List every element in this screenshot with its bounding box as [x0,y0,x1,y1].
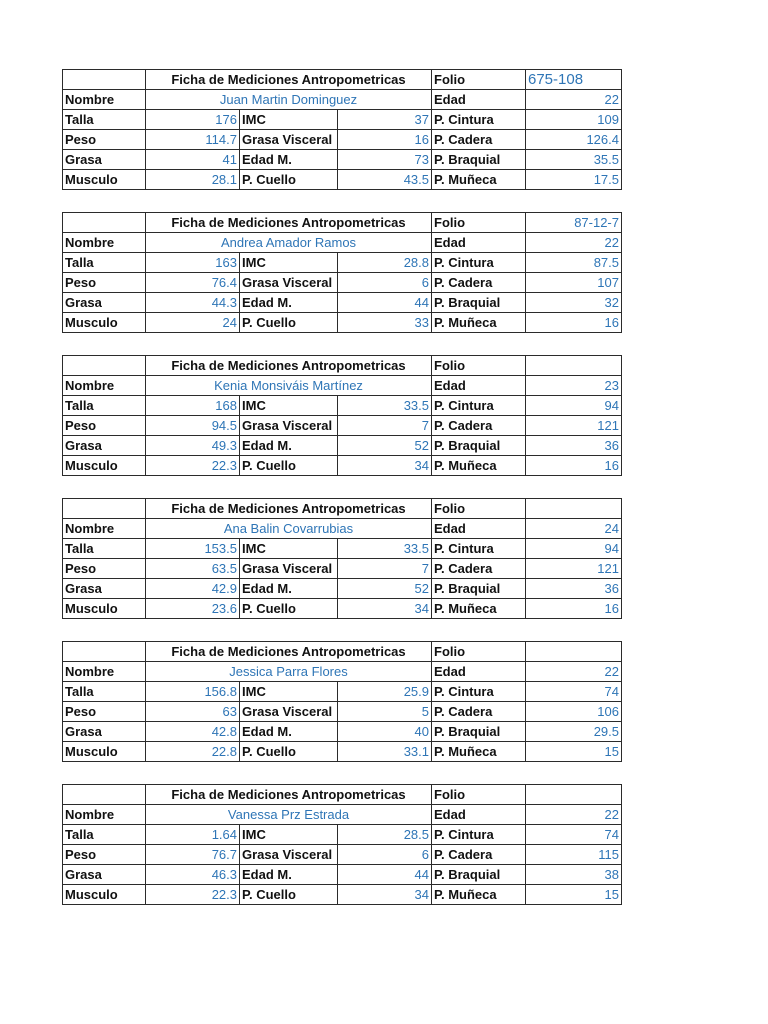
measure-label[interactable]: Peso [63,559,146,579]
measure-value[interactable]: 42.9 [146,579,240,599]
measure-label[interactable]: P. Cadera [432,416,526,436]
measure-label[interactable]: Musculo [63,313,146,333]
measure-value[interactable]: 74 [526,682,622,702]
measurement-row [63,293,622,313]
measure-label[interactable]: P. Braquial [432,150,526,170]
measure-value[interactable]: 25.9 [338,682,432,702]
measurement-row [63,599,622,619]
nombre-label[interactable]: Nombre [63,805,146,825]
measurement-row [63,845,622,865]
nombre-value[interactable]: Kenia Monsiváis Martínez [146,376,432,396]
measure-value[interactable]: 52 [338,579,432,599]
measure-value[interactable]: 34 [338,599,432,619]
measure-label[interactable]: P. Cuello [240,456,338,476]
measure-label[interactable]: P. Cintura [432,396,526,416]
folio-value[interactable] [526,356,622,376]
ficha-table [62,498,622,619]
measure-value[interactable]: 41 [146,150,240,170]
measure-label[interactable]: IMC [240,539,338,559]
measurement-row [63,456,622,476]
measure-label[interactable]: P. Muñeca [432,742,526,762]
ficha-header-row [63,642,622,662]
nombre-row [63,90,622,110]
measurement-row [63,825,622,845]
measure-value[interactable]: 5 [338,702,432,722]
nombre-row [63,805,622,825]
nombre-label[interactable]: Nombre [63,233,146,253]
measure-value[interactable]: 16 [526,599,622,619]
measure-label[interactable]: Grasa [63,722,146,742]
edad-value[interactable]: 23 [526,376,622,396]
measure-value[interactable]: 156.8 [146,682,240,702]
measure-value[interactable]: 46.3 [146,865,240,885]
measurement-row [63,150,622,170]
sheet [62,69,621,927]
folio-label[interactable]: Folio [432,213,526,233]
measure-value[interactable]: 63 [146,702,240,722]
measure-label[interactable]: Talla [63,539,146,559]
measure-value[interactable]: 44 [338,865,432,885]
measurement-row [63,702,622,722]
folio-label[interactable]: Folio [432,70,526,90]
measure-label[interactable]: Musculo [63,599,146,619]
ficha-header-row [63,499,622,519]
measure-label[interactable]: Peso [63,702,146,722]
measure-value[interactable]: 22.8 [146,742,240,762]
measure-value[interactable]: 76.4 [146,273,240,293]
edad-label[interactable]: Edad [432,376,526,396]
measure-value[interactable]: 23.6 [146,599,240,619]
measure-label[interactable]: Talla [63,110,146,130]
measure-label[interactable]: Grasa [63,436,146,456]
measure-value[interactable]: 6 [338,273,432,293]
measure-label[interactable]: P. Cuello [240,885,338,905]
edad-label[interactable]: Edad [432,662,526,682]
ficha-title[interactable]: Ficha de Mediciones Antropometricas [146,356,432,376]
nombre-label[interactable]: Nombre [63,662,146,682]
measure-label[interactable]: Peso [63,845,146,865]
measure-value[interactable]: 28.8 [338,253,432,273]
measure-label[interactable]: Edad M. [240,722,338,742]
measure-label[interactable]: P. Cuello [240,170,338,190]
folio-value[interactable]: 675-108 [526,70,622,90]
ficha-table [62,784,622,905]
folio-value[interactable] [526,642,622,662]
measure-value[interactable]: 40 [338,722,432,742]
measure-label[interactable]: Grasa Visceral [240,702,338,722]
measurement-row [63,170,622,190]
nombre-row [63,519,622,539]
measure-label[interactable]: P. Cuello [240,599,338,619]
measure-value[interactable]: 44 [338,293,432,313]
measure-label[interactable]: P. Muñeca [432,599,526,619]
measure-label[interactable]: IMC [240,825,338,845]
measurement-row [63,396,622,416]
measure-label[interactable]: P. Cadera [432,130,526,150]
measure-value[interactable]: 106 [526,702,622,722]
measure-label[interactable]: Grasa [63,865,146,885]
measure-label[interactable]: P. Braquial [432,865,526,885]
edad-value[interactable]: 22 [526,805,622,825]
nombre-value[interactable]: Andrea Amador Ramos [146,233,432,253]
measure-label[interactable]: Grasa [63,579,146,599]
folio-label[interactable]: Folio [432,356,526,376]
measure-label[interactable]: P. Muñeca [432,170,526,190]
nombre-row [63,233,622,253]
measure-label[interactable]: Grasa Visceral [240,273,338,293]
measure-value[interactable]: 115 [526,845,622,865]
edad-label[interactable]: Edad [432,805,526,825]
measure-label[interactable]: P. Cuello [240,313,338,333]
measurement-row [63,885,622,905]
measurement-row [63,313,622,333]
measure-label[interactable]: Edad M. [240,579,338,599]
measure-value[interactable]: 126.4 [526,130,622,150]
measurement-row [63,416,622,436]
measure-value[interactable]: 1.64 [146,825,240,845]
measure-value[interactable]: 33 [338,313,432,333]
folio-label[interactable]: Folio [432,499,526,519]
measure-label[interactable]: Edad M. [240,436,338,456]
folio-label[interactable]: Folio [432,785,526,805]
measure-value[interactable]: 7 [338,559,432,579]
measure-value[interactable]: 121 [526,416,622,436]
measure-label[interactable]: IMC [240,682,338,702]
edad-label[interactable]: Edad [432,90,526,110]
measure-value[interactable]: 16 [338,130,432,150]
measure-label[interactable]: IMC [240,396,338,416]
measure-value[interactable]: 33.5 [338,539,432,559]
ficha-title[interactable]: Ficha de Mediciones Antropometricas [146,499,432,519]
measure-value[interactable]: 7 [338,416,432,436]
nombre-value[interactable]: Jessica Parra Flores [146,662,432,682]
measure-value[interactable]: 33.1 [338,742,432,762]
measure-value[interactable]: 28.5 [338,825,432,845]
edad-value[interactable]: 22 [526,90,622,110]
measurement-row [63,742,622,762]
measure-value[interactable]: 74 [526,825,622,845]
folio-value[interactable]: 87-12-7 [526,213,622,233]
measure-label[interactable]: Grasa [63,150,146,170]
header-empty-cell[interactable] [63,213,146,233]
measure-value[interactable]: 87.5 [526,253,622,273]
ficha-header-row [63,785,622,805]
measure-label[interactable]: P. Cadera [432,273,526,293]
ficha-table [62,69,622,190]
ficha-header-row [63,213,622,233]
measure-value[interactable]: 24 [146,313,240,333]
measurement-row [63,865,622,885]
measure-value[interactable]: 43.5 [338,170,432,190]
measurement-row [63,682,622,702]
measure-label[interactable]: P. Cintura [432,110,526,130]
nombre-row [63,376,622,396]
measure-value[interactable]: 107 [526,273,622,293]
nombre-label[interactable]: Nombre [63,519,146,539]
measure-value[interactable]: 73 [338,150,432,170]
measure-label[interactable]: IMC [240,253,338,273]
measure-label[interactable]: P. Braquial [432,722,526,742]
measure-value[interactable]: 29.5 [526,722,622,742]
measure-label[interactable]: Peso [63,273,146,293]
measurement-row [63,722,622,742]
edad-value[interactable]: 24 [526,519,622,539]
measure-label[interactable]: P. Cintura [432,682,526,702]
ficha-header-row [63,356,622,376]
measure-value[interactable]: 16 [526,313,622,333]
measure-value[interactable]: 37 [338,110,432,130]
nombre-value[interactable]: Juan Martin Dominguez [146,90,432,110]
measure-value[interactable]: 163 [146,253,240,273]
nombre-row [63,662,622,682]
measure-value[interactable]: 42.8 [146,722,240,742]
measure-label[interactable]: Talla [63,396,146,416]
measure-value[interactable]: 22.3 [146,456,240,476]
header-empty-cell[interactable] [63,642,146,662]
measure-label[interactable]: IMC [240,110,338,130]
measure-value[interactable]: 16 [526,456,622,476]
measure-label[interactable]: P. Muñeca [432,456,526,476]
ficha-table [62,355,622,476]
measure-value[interactable]: 49.3 [146,436,240,456]
measure-value[interactable]: 109 [526,110,622,130]
measure-label[interactable]: P. Cuello [240,742,338,762]
measure-label[interactable]: Musculo [63,456,146,476]
header-empty-cell[interactable] [63,499,146,519]
measure-label[interactable]: Grasa Visceral [240,416,338,436]
measure-label[interactable]: Grasa Visceral [240,130,338,150]
measure-value[interactable]: 153.5 [146,539,240,559]
measure-label[interactable]: Peso [63,130,146,150]
header-empty-cell[interactable] [63,785,146,805]
measure-label[interactable]: P. Cintura [432,253,526,273]
ficha-title[interactable]: Ficha de Mediciones Antropometricas [146,642,432,662]
nombre-value[interactable]: Ana Balin Covarrubias [146,519,432,539]
measure-label[interactable]: Musculo [63,170,146,190]
edad-label[interactable]: Edad [432,233,526,253]
measure-value[interactable]: 94 [526,539,622,559]
measure-value[interactable]: 34 [338,456,432,476]
measure-label[interactable]: P. Cintura [432,825,526,845]
ficha-table [62,212,622,333]
folio-value[interactable] [526,785,622,805]
measurement-row [63,579,622,599]
measure-value[interactable]: 36 [526,436,622,456]
measurement-row [63,436,622,456]
measure-value[interactable]: 44.3 [146,293,240,313]
ficha-table [62,641,622,762]
measure-value[interactable]: 34 [338,885,432,905]
measure-value[interactable]: 6 [338,845,432,865]
measure-label[interactable]: P. Muñeca [432,885,526,905]
measure-value[interactable]: 38 [526,865,622,885]
measure-label[interactable]: P. Cadera [432,702,526,722]
measure-value[interactable]: 17.5 [526,170,622,190]
measure-label[interactable]: Talla [63,253,146,273]
measure-value[interactable]: 114.7 [146,130,240,150]
measure-label[interactable]: Grasa Visceral [240,559,338,579]
measure-label[interactable]: Edad M. [240,293,338,313]
measurement-row [63,253,622,273]
folio-value[interactable] [526,499,622,519]
measure-value[interactable]: 94 [526,396,622,416]
edad-value[interactable]: 22 [526,662,622,682]
measure-label[interactable]: Talla [63,825,146,845]
measure-label[interactable]: P. Cintura [432,539,526,559]
measurement-row [63,110,622,130]
measurement-row [63,559,622,579]
measure-label[interactable]: P. Cadera [432,845,526,865]
measure-value[interactable]: 176 [146,110,240,130]
measure-value[interactable]: 36 [526,579,622,599]
header-empty-cell[interactable] [63,70,146,90]
measure-value[interactable]: 32 [526,293,622,313]
measure-value[interactable]: 28.1 [146,170,240,190]
measure-value[interactable]: 121 [526,559,622,579]
measure-value[interactable]: 52 [338,436,432,456]
folio-label[interactable]: Folio [432,642,526,662]
edad-value[interactable]: 22 [526,233,622,253]
edad-label[interactable]: Edad [432,519,526,539]
measure-label[interactable]: P. Muñeca [432,313,526,333]
measure-label[interactable]: Musculo [63,885,146,905]
measure-value[interactable]: 33.5 [338,396,432,416]
measurement-row [63,539,622,559]
measurement-row [63,130,622,150]
header-empty-cell[interactable] [63,356,146,376]
measure-label[interactable]: P. Braquial [432,293,526,313]
measure-label[interactable]: Grasa [63,293,146,313]
measure-label[interactable]: P. Cadera [432,559,526,579]
measure-label[interactable]: P. Braquial [432,579,526,599]
measure-label[interactable]: Edad M. [240,865,338,885]
measure-value[interactable]: 63.5 [146,559,240,579]
ficha-title[interactable]: Ficha de Mediciones Antropometricas [146,785,432,805]
measure-value[interactable]: 15 [526,885,622,905]
measure-value[interactable]: 76.7 [146,845,240,865]
measure-label[interactable]: Musculo [63,742,146,762]
measure-value[interactable]: 35.5 [526,150,622,170]
measurement-row [63,273,622,293]
ficha-title[interactable]: Ficha de Mediciones Antropometricas [146,213,432,233]
ficha-title[interactable]: Ficha de Mediciones Antropometricas [146,70,432,90]
measure-value[interactable]: 15 [526,742,622,762]
measure-value[interactable]: 94.5 [146,416,240,436]
nombre-value[interactable]: Vanessa Prz Estrada [146,805,432,825]
measure-label[interactable]: Edad M. [240,150,338,170]
nombre-label[interactable]: Nombre [63,90,146,110]
ficha-header-row [63,70,622,90]
nombre-label[interactable]: Nombre [63,376,146,396]
measure-value[interactable]: 168 [146,396,240,416]
measure-label[interactable]: Talla [63,682,146,702]
measure-label[interactable]: Grasa Visceral [240,845,338,865]
measure-value[interactable]: 22.3 [146,885,240,905]
measure-label[interactable]: P. Braquial [432,436,526,456]
measure-label[interactable]: Peso [63,416,146,436]
